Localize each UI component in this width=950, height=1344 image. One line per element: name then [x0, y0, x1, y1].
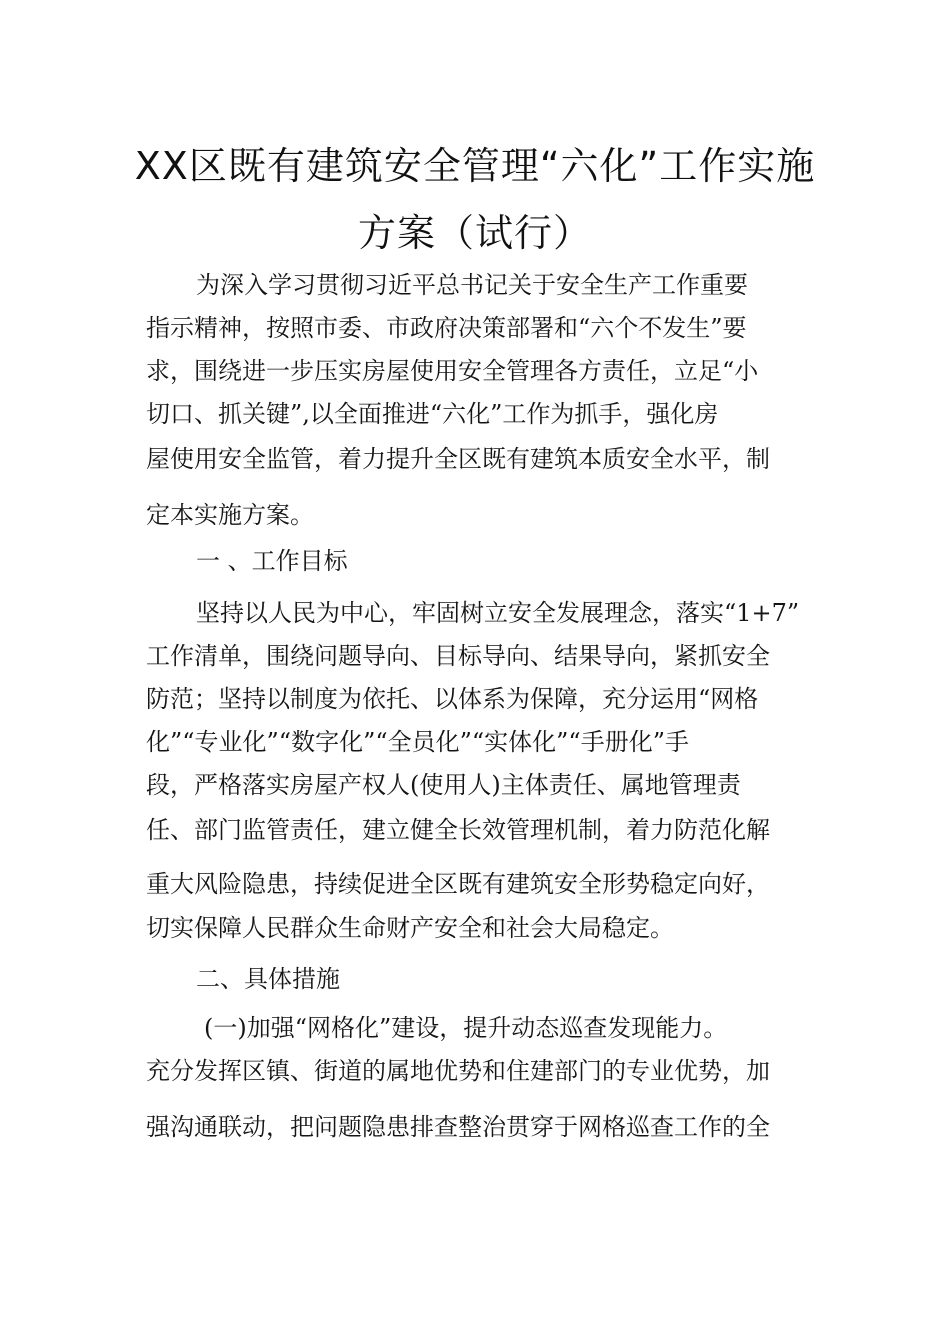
paragraph-line: 充分发挥区镇、街道的属地优势和住建部门的专业优势，加 — [146, 1057, 770, 1085]
paragraph-line: 任、部门监管责任，建立健全长效管理机制，着力防范化解 — [146, 816, 770, 844]
paragraph-line: 段，严格落实房屋产权人(使用人)主体责任、属地管理责 — [146, 771, 741, 799]
paragraph-line: 切口、抓关键”,以全面推进“六化”工作为抓手，强化房 — [146, 400, 719, 428]
paragraph-line: 重大风险隐患，持续促进全区既有建筑安全形势稳定向好， — [146, 870, 770, 898]
paragraph-line: 防范；坚持以制度为依托、以体系为保障，充分运用“网格 — [146, 685, 759, 713]
paragraph-line: 为深入学习贯彻习近平总书记关于安全生产工作重要 — [196, 271, 748, 299]
paragraph-line: 坚持以人民为中心，牢固树立安全发展理念，落实“1+7” — [196, 599, 800, 627]
paragraph-line: 强沟通联动，把问题隐患排查整治贯穿于网格巡查工作的全 — [146, 1113, 770, 1141]
paragraph-line: 化”“专业化”“数字化”“全员化”“实体化”“手册化”手 — [146, 728, 689, 756]
paragraph-line: 屋使用安全监管，着力提升全区既有建筑本质安全水平，制 — [146, 445, 770, 473]
document-title-line-1: XX区既有建筑安全管理“六化”工作实施 — [134, 144, 816, 188]
paragraph-line: 切实保障人民群众生命财产安全和社会大局稳定。 — [146, 914, 674, 942]
subsection-heading: (一)加强“网格化”建设，提升动态巡查发现能力。 — [204, 1014, 728, 1042]
section-heading: 一 、工作目标 — [196, 547, 348, 575]
paragraph-line: 求，围绕进一步压实房屋使用安全管理各方责任，立足“小 — [146, 357, 759, 385]
document-title-line-2: 方案（试行） — [357, 211, 592, 255]
section-heading: 二、具体措施 — [196, 965, 340, 993]
paragraph-line: 工作清单，围绕问题导向、目标导向、结果导向，紧抓安全 — [146, 642, 770, 670]
paragraph-line: 定本实施方案。 — [146, 501, 314, 529]
paragraph-line: 指示精神，按照市委、市政府决策部署和“六个不发生”要 — [146, 314, 747, 342]
